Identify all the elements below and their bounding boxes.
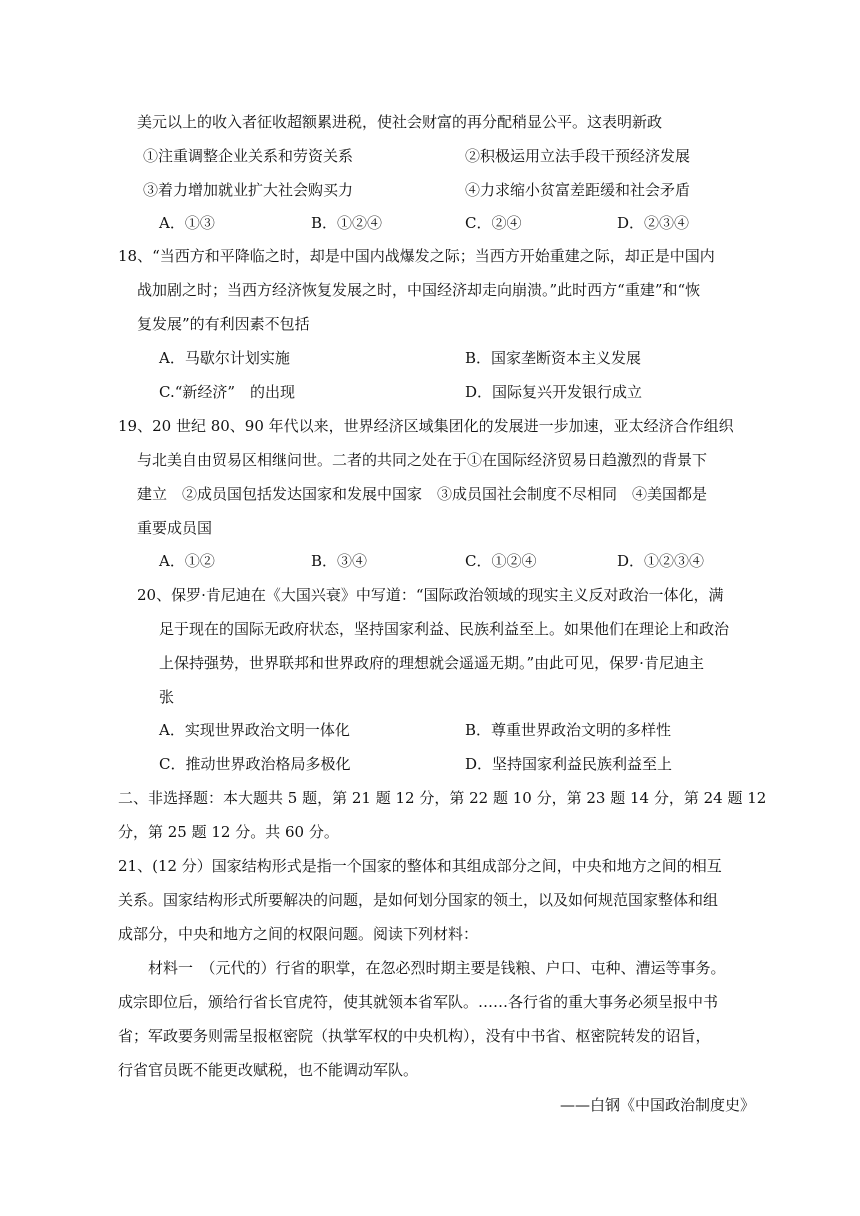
q18-stem-line: 战加剧之时；当西方经济恢复发展之时，中国经济却走向崩溃。”此时西方“重建”和“恢: [137, 281, 701, 299]
q18-option-a: A．马歇尔计划实施: [159, 349, 290, 367]
q17-option-c: C．②④: [465, 214, 522, 232]
q17-option-b: B．①②④: [311, 214, 383, 232]
q19-option-d: D．①②③④: [617, 552, 705, 570]
q18-stem-line: 复发展”的有利因素不包括: [137, 315, 310, 333]
q20-option-d: D．坚持国家利益民族利益至上: [465, 755, 673, 773]
q19-stem-line: 建立 ②成员国包括发达国家和发展中国家 ③成员国社会制度不尽相同 ④美国都是: [137, 485, 708, 503]
material-source: ——白钢《中国政治制度史》: [560, 1096, 756, 1114]
q18-option-c: C.“新经济” 的出现: [159, 383, 296, 401]
q20-option-c: C．推动世界政治格局多极化: [159, 755, 351, 773]
material-line: 行省官员既不能更改赋税，也不能调动军队。: [118, 1061, 419, 1079]
q20-stem-line: 上保持强势，世界联邦和世界政府的理想就会遥遥无期。”由此可见，保罗·肯尼迪主: [159, 654, 704, 672]
q19-stem-line: 与北美自由贸易区相继问世。二者的共同之处在于①在国际经济贸易日趋激烈的背景下: [137, 451, 708, 469]
q18-option-d: D．国际复兴开发银行成立: [465, 383, 643, 401]
material-line: 省；军政要务则需呈报枢密院（执掌军权的中央机构），没有中书省、枢密院转发的诏旨，: [118, 1027, 711, 1045]
q17-item-1: ①注重调整企业关系和劳资关系: [143, 147, 354, 165]
q19-option-c: C．①②④: [465, 552, 537, 570]
section-heading: 分，第 25 题 12 分。共 60 分。: [118, 823, 339, 841]
q17-option-d: D．②③④: [617, 214, 690, 232]
q17-item-2: ②积极运用立法手段干预经济发展: [465, 147, 691, 165]
q19-option-a: A．①②: [159, 552, 215, 570]
q17-item-3: ③着力增加就业扩大社会购买力: [143, 181, 354, 199]
q21-stem-line: 成部分，中央和地方之间的权限问题。阅读下列材料：: [118, 925, 479, 943]
q18-stem-line: 18、“当西方和平降临之时，却是中国内战爆发之际；当西方开始重建之际，却正是中国内: [118, 247, 715, 265]
q17-item-4: ④力求缩小贫富差距缓和社会矛盾: [465, 181, 691, 199]
material-line: 成宗即位后，颁给行省长官虎符，使其就领本省军队。……各行省的重大事务必须呈报中书: [118, 993, 719, 1011]
q20-stem-line: 20、保罗·肯尼迪在《大国兴衰》中写道：“国际政治领域的现实主义反对政治一体化，满: [137, 586, 724, 604]
q19-stem-line: 19、20 世纪 80、90 年代以来，世界经济区域集团化的发展进一步加速，亚太经济合作组织: [118, 417, 734, 435]
q20-stem-line: 足于现在的国际无政府状态，坚持国家利益、民族利益至上。如果他们在理论上和政治: [159, 620, 730, 638]
q19-stem-line: 重要成员国: [137, 519, 213, 537]
q21-stem-line: 关系。国家结构形式所要解决的问题，是如何划分国家的领土，以及如何规范国家整体和组: [118, 891, 719, 909]
material-line: 材料一 （元代的）行省的职掌，在忽必烈时期主要是钱粮、户口、屯种、漕运等事务。: [148, 959, 726, 977]
q17-stem-line: 美元以上的收入者征收超额累进税，使社会财富的再分配稍显公平。这表明新政: [137, 113, 663, 131]
q20-option-a: A．实现世界政治文明一体化: [159, 721, 350, 739]
section-heading: 二、非选择题：本大题共 5 题，第 21 题 12 分，第 22 题 10 分，第 23 题 14 分，第 24 题 12: [118, 789, 767, 807]
q20-stem-line: 张: [159, 688, 175, 706]
q20-option-b: B．尊重世界政治文明的多样性: [465, 721, 672, 739]
q21-stem-line: 21、(12 分）国家结构形式是指一个国家的整体和其组成部分之间，中央和地方之间的相互: [118, 857, 722, 875]
q18-option-b: B．国家垄断资本主义发展: [465, 349, 642, 367]
q19-option-b: B．③④: [311, 552, 368, 570]
q17-option-a: A．①③: [159, 214, 215, 232]
